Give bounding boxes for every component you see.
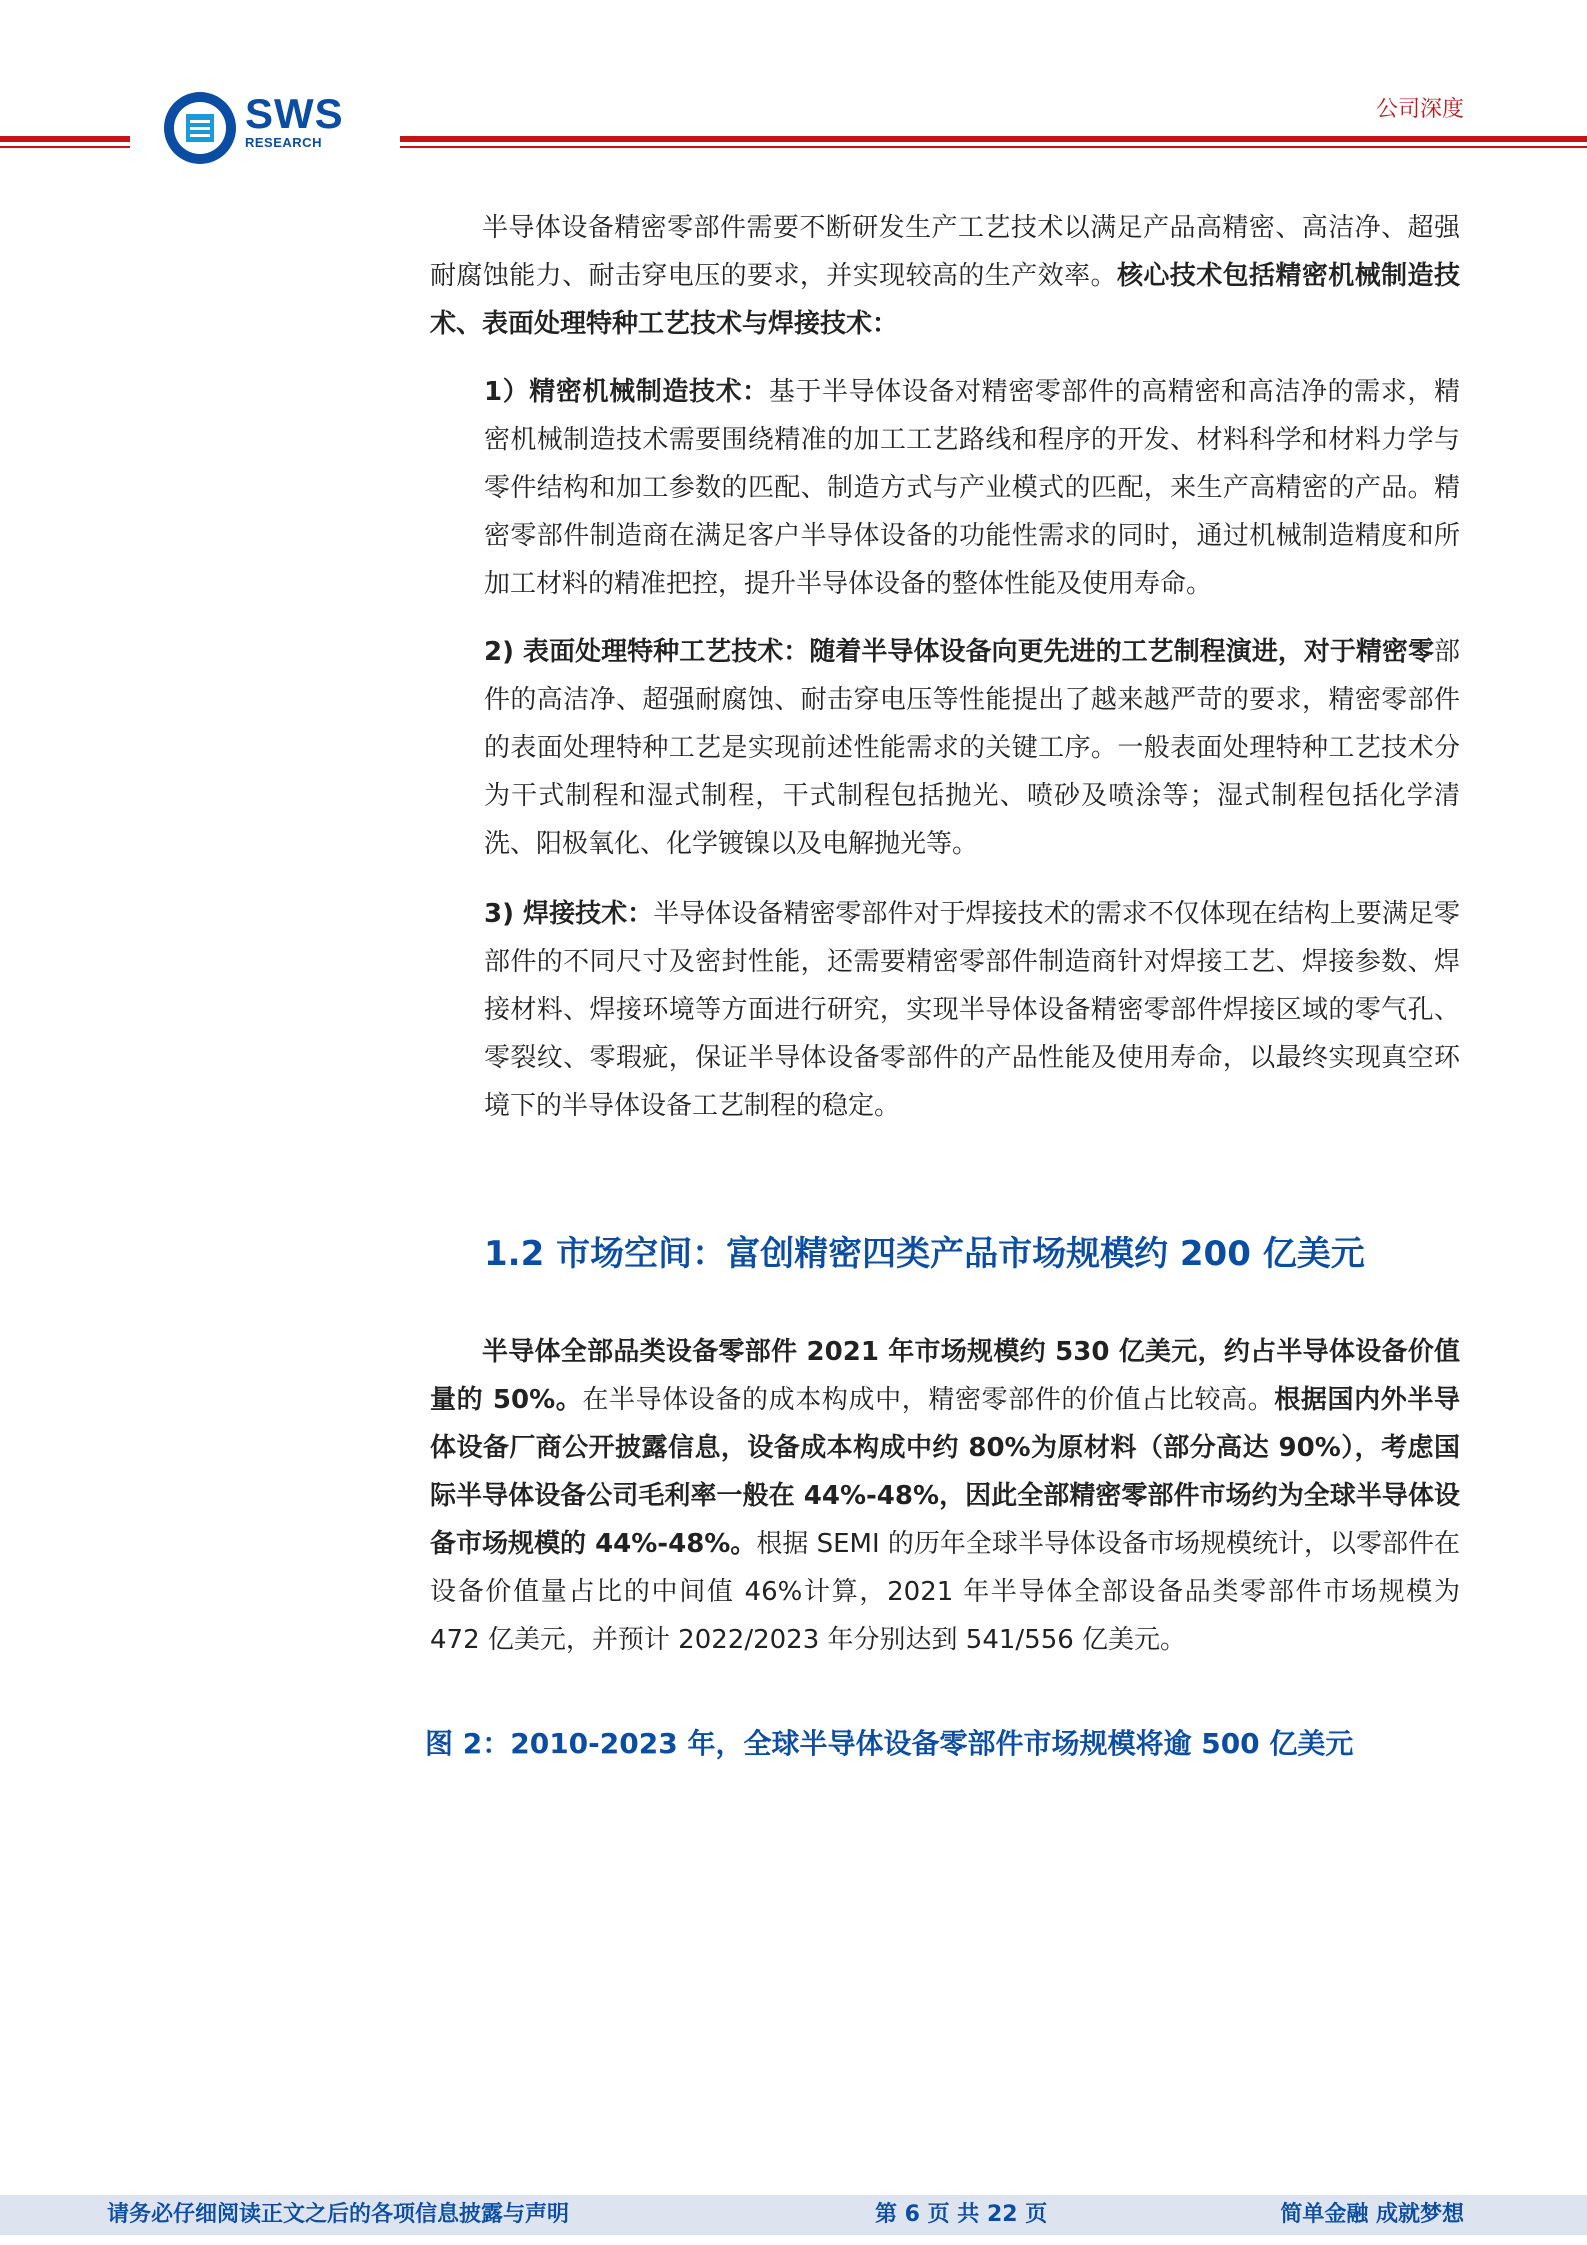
footer-disclaimer: 请务必仔细阅读正文之后的各项信息披露与声明 bbox=[107, 2202, 570, 2227]
market-text-1: 在半导体设备的成本构成中，精密零部件的价值占比较高。 bbox=[582, 1385, 1275, 1415]
tech-item-1-text: 基于半导体设备对精密零部件的高精密和高洁净的需求，精密机械制造技术需要围绕精准的加工工艺路线和程序的开发、材料科学和材料力学与零件结构和加工参数的匹配、制造方式与产业模式的匹配，来生产高精密的产品。精密零部件制造商在满足客户半导体设备的功能性需求的同时，通过机械制造精度和所加工材料的精准把控，提升半导体设备的整体性能及使用寿命。 bbox=[484, 377, 1460, 599]
tech-item-1-label: 1）精密机械制造技术： bbox=[484, 377, 769, 407]
footer-slogan: 简单金融 成就梦想 bbox=[1280, 2202, 1464, 2227]
header-rule-thin-right bbox=[400, 146, 1587, 148]
market-text-2: 根据 SEMI 的历年全球半导体设备市场规模统计，以零部件在设备价值量占比的中间值 46%计算，2021 年半导体全部设备品类零部件市场规模为 472 亿美元，并预计 2022/2023 年分别达到 541/556 亿美元。 bbox=[430, 1529, 1460, 1655]
tech-item-3-label: 3) 焊接技术： bbox=[484, 899, 654, 929]
tech-item-2-bold: 随着半导体设备向更先进的工艺制程演进，对于精密零 bbox=[809, 637, 1434, 667]
intro-paragraph bbox=[430, 204, 1460, 348]
intro-bold: 核心技术包括精密机械制造技术、表面处理特种工艺技术与焊接技术： bbox=[430, 261, 1460, 339]
tech-item-1 bbox=[484, 368, 1460, 608]
header-rule-right bbox=[400, 136, 1587, 142]
logo-main-text: SWS bbox=[245, 90, 344, 137]
report-type-label: 公司深度 bbox=[1375, 97, 1464, 122]
header-rule-thin-left bbox=[0, 146, 130, 148]
tech-item-2-label: 2) 表面处理特种工艺技术： bbox=[484, 637, 810, 667]
market-bold-2: 根据国内外半导体设备厂商公开披露信息，设备成本构成中约 80%为原材料（部分高达 90%），考虑国际半导体设备公司毛利率一般在 44%-48%，因此全部精密零部件市场约为全球半导体设备市场规模的 44%-48%。 bbox=[430, 1385, 1460, 1559]
figure-title: 图 2：2010-2023 年，全球半导体设备零部件市场规模将逾 500 亿美元 bbox=[425, 1727, 1354, 1760]
market-bold-1: 半导体全部品类设备零部件 2021 年市场规模约 530 亿美元，约占半导体设备价值量的 50%。 bbox=[430, 1337, 1460, 1415]
section-title: 1.2 市场空间：富创精密四类产品市场规模约 200 亿美元 bbox=[484, 1234, 1365, 1274]
logo-wordmark bbox=[245, 92, 344, 150]
tech-item-2 bbox=[484, 628, 1460, 868]
tech-item-3 bbox=[484, 890, 1460, 1130]
footer-page-number: 第 6 页 共 22 页 bbox=[875, 2202, 1048, 2227]
market-paragraph bbox=[430, 1328, 1460, 1664]
tech-item-2-text: 部件的高洁净、超强耐腐蚀、耐击穿电压等性能提出了越来越严苛的要求，精密零部件的表面处理特种工艺是实现前述性能需求的关键工序。一般表面处理特种工艺技术分为干式制程和湿式制程，干式制程包括抛光、喷砂及喷涂等；湿式制程包括化学清洗、阳极氧化、化学镀镍以及电解抛光等。 bbox=[484, 637, 1460, 859]
intro-text: 半导体设备精密零部件需要不断研发生产工艺技术以满足产品高精密、高洁净、超强耐腐蚀能力、耐击穿电压的要求，并实现较高的生产效率。 bbox=[430, 213, 1460, 291]
tech-item-3-text: 半导体设备精密零部件对于焊接技术的需求不仅体现在结构上要满足零部件的不同尺寸及密封性能，还需要精密零部件制造商针对焊接工艺、焊接参数、焊接材料、焊接环境等方面进行研究，实现半导体设备精密零部件焊接区域的零气孔、零裂纹、零瑕疵，保证半导体设备零部件的产品性能及使用寿命，以最终实现真空环境下的半导体设备工艺制程的稳定。 bbox=[484, 899, 1460, 1121]
header-rule-left bbox=[0, 136, 130, 142]
logo-sub-text: RESEARCH bbox=[245, 135, 322, 150]
